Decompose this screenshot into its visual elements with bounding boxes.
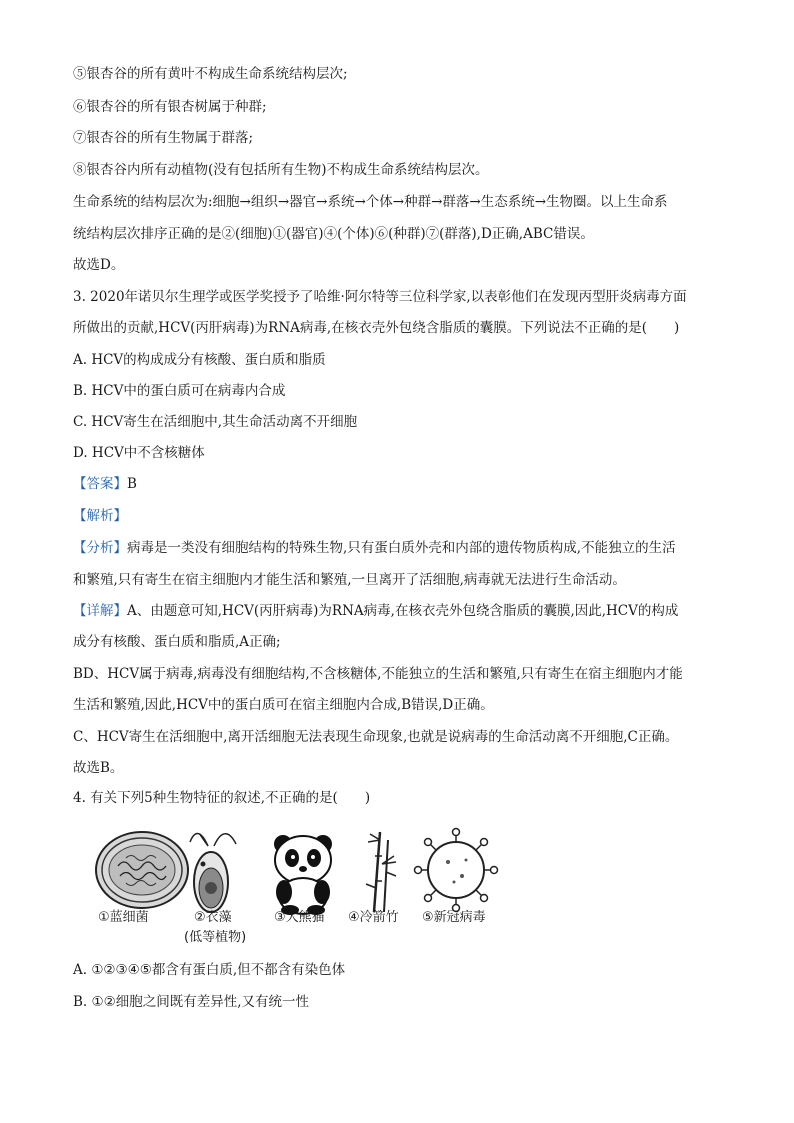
- analysis-heading: [73, 506, 127, 526]
- fenxi-text: 和繁殖,只有寄生在宿主细胞内才能生活和繁殖,一旦离开了活细胞,病毒就无法进行生命活动。: [73, 572, 626, 588]
- option-d: D. HCV中不含核糖体: [73, 445, 205, 461]
- answer-tag: 【答案】: [73, 476, 127, 492]
- text-line: ⑦银杏谷的所有生物属于群落;: [73, 130, 254, 146]
- xiangjie-text: C、HCV寄生在活细胞中,离开活细胞无法表现生命现象,也就是说病毒的生命活动离不开细胞,C正确。: [73, 729, 679, 745]
- q4-option-a: A. ①②③④⑤都含有蛋白质,但不都含有染色体: [73, 962, 346, 978]
- text-line: 生命系统的结构层次为:细胞→组织→器官→系统→个体→种群→群落→生态系统→生物圈。以上生命系: [73, 194, 668, 210]
- question-3-stem: 3. 2020年诺贝尔生理学或医学奖授予了哈维·阿尔特等三位科学家,以表彰他们在发现丙型肝炎病毒方面: [73, 289, 687, 305]
- caption-panda: ③大熊猫: [274, 910, 325, 925]
- xiangjie-tag: 【详解】: [73, 603, 127, 619]
- xiangjie-text: 生活和繁殖,因此,HCV中的蛋白质可在宿主细胞内合成,B错误,D正确。: [73, 697, 494, 713]
- fenxi-tag: 【分析】: [73, 540, 127, 556]
- organisms-figure: [90, 826, 510, 946]
- q4-option-b: B. ①②细胞之间既有差异性,又有统一性: [73, 994, 309, 1010]
- xiangjie-line: [73, 601, 678, 621]
- organisms-illustration: [90, 826, 510, 916]
- analysis-tag: 【解析】: [73, 508, 127, 524]
- caption-bamboo: ④冷箭竹: [348, 910, 399, 925]
- option-c: C. HCV寄生在活细胞中,其生命活动离不开细胞: [73, 414, 358, 430]
- text-line: ⑧银杏谷内所有动植物(没有包括所有生物)不构成生命系统结构层次。: [73, 162, 489, 178]
- text-line: 统结构层次排序正确的是②(细胞)①(器官)④(个体)⑥(种群)⑦(群落),D正确,ABC错误。: [73, 226, 594, 242]
- bamboo-drawing: [366, 832, 396, 912]
- xiangjie-text: 故选B。: [73, 760, 124, 776]
- option-b: B. HCV中的蛋白质可在病毒内合成: [73, 383, 286, 399]
- coronavirus-drawing: [415, 829, 498, 912]
- option-a: A. HCV的构成成分有核酸、蛋白质和脂质: [73, 352, 326, 368]
- question-3-stem-cont: 所做出的贡献,HCV(丙肝病毒)为RNA病毒,在核衣壳外包绕含脂质的囊膜。下列说法不正确的是( ): [73, 320, 680, 336]
- panda-drawing: [274, 835, 332, 915]
- caption-chlamydomonas: ②衣藻: [194, 910, 232, 925]
- xiangjie-text: A、由题意可知,HCV(丙肝病毒)为RNA病毒,在核衣壳外包绕含脂质的囊膜,因此,HCV的构成: [127, 603, 679, 619]
- answer-line: [73, 474, 137, 494]
- xiangjie-text: BD、HCV属于病毒,病毒没有细胞结构,不含核糖体,不能独立的生活和繁殖,只有寄生在宿主细胞内才能: [73, 666, 683, 682]
- caption-coronavirus: ⑤新冠病毒: [422, 910, 486, 925]
- text-line: 故选D。: [73, 257, 125, 273]
- fenxi-text: 病毒是一类没有细胞结构的特殊生物,只有蛋白质外壳和内部的遗传物质构成,不能独立的生活: [127, 540, 676, 556]
- text-line: ⑥银杏谷的所有银杏树属于种群;: [73, 99, 267, 115]
- answer-value: B: [127, 476, 137, 492]
- question-4-stem: 4. 有关下列5种生物特征的叙述,不正确的是( ): [73, 790, 371, 806]
- text-line: ⑤银杏谷的所有黄叶不构成生命系统结构层次;: [73, 66, 348, 82]
- caption-chlamydomonas-note: (低等植物): [184, 930, 247, 945]
- xiangjie-text: 成分有核酸、蛋白质和脂质,A正确;: [73, 634, 281, 650]
- caption-cyanobacteria: ①蓝细菌: [98, 910, 149, 925]
- fenxi-line: [73, 538, 676, 558]
- chlamydomonas-drawing: [190, 834, 236, 913]
- cyanobacteria-drawing: [96, 832, 188, 908]
